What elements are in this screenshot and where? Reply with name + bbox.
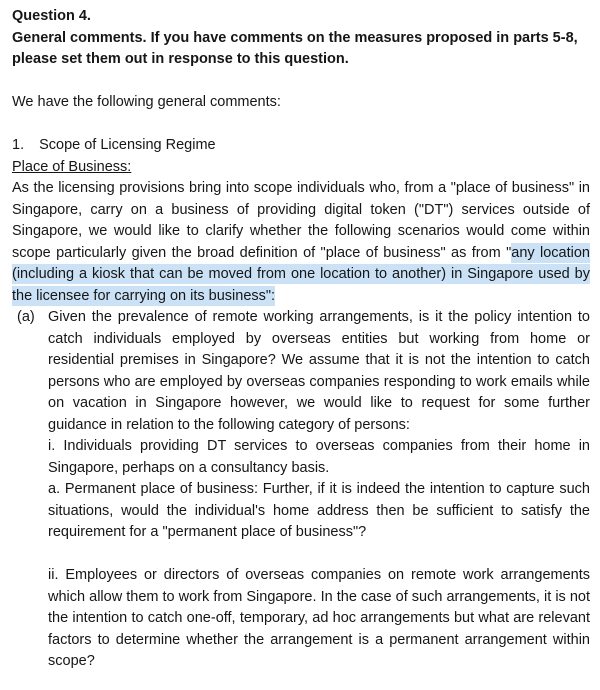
blank-line: [12, 544, 590, 566]
sub-item-i: i. Individuals providing DT services to overseas companies from their home in Singapore, perhaps on a consultancy basis.: [48, 438, 590, 476]
list-item-a: [12, 307, 590, 436]
blank-line: [12, 114, 590, 136]
intro-text: We have the following general comments:: [12, 94, 281, 110]
list-item-a-text: Given the prevalence of remote working arrangements, is it the policy intention to catch individuals employed by overseas entities but working from home or residential premises in Singapore? We assume that it is not the intention to catch persons who are employed by overseas companies responding to work emails while on vacation in Singapore however, we would like to request for some further guidance in relation to the following category of persons:: [48, 309, 590, 433]
subsection-heading: [12, 157, 590, 179]
section-number: 1.: [12, 137, 25, 153]
sub-item-ii: ii. Employees or directors of overseas companies on remote work arrangements which allow them to work from Singapore. In the case of such arrangements, it is not the intention to catch one-off, temporary, ad hoc arrangements but what are relevant factors to determine whether the arrangement is a permanent arrangement within scope?: [48, 567, 590, 669]
section-title: Scope of Licensing Regime: [39, 137, 216, 153]
section-heading: [12, 135, 590, 157]
list-item-a-marker: (a): [17, 309, 35, 325]
subsection-heading-text: Place of Business:: [12, 158, 132, 175]
blank-line: [12, 71, 590, 93]
place-of-business-paragraph: [12, 178, 590, 307]
sub-item-i-a: a. Permanent place of business: Further, if it is indeed the intention to capture such situations, would the individual's home address then be sufficient to satisfy the requirement for a "permanent place of business"?: [48, 481, 590, 540]
question-heading: Question 4.: [12, 8, 91, 24]
paragraph-body-text: As the licensing provisions bring into scope individuals who, from a "place of business" in Singapore, carry on a business of providing digital token ("DT") services outside of Singapore, we would like to clarify whether the following scenarios would come within scope particularly given the broad definition of "place of business" as from ": [12, 180, 590, 261]
highlighted-definition-text: any location (including a kiosk that can be moved from one location to another) in Singapore used by the licensee for carrying on its business":: [12, 244, 590, 304]
question-body: General comments. If you have comments on the measures proposed in parts 5-8, please set them out in response to this question.: [12, 29, 578, 67]
